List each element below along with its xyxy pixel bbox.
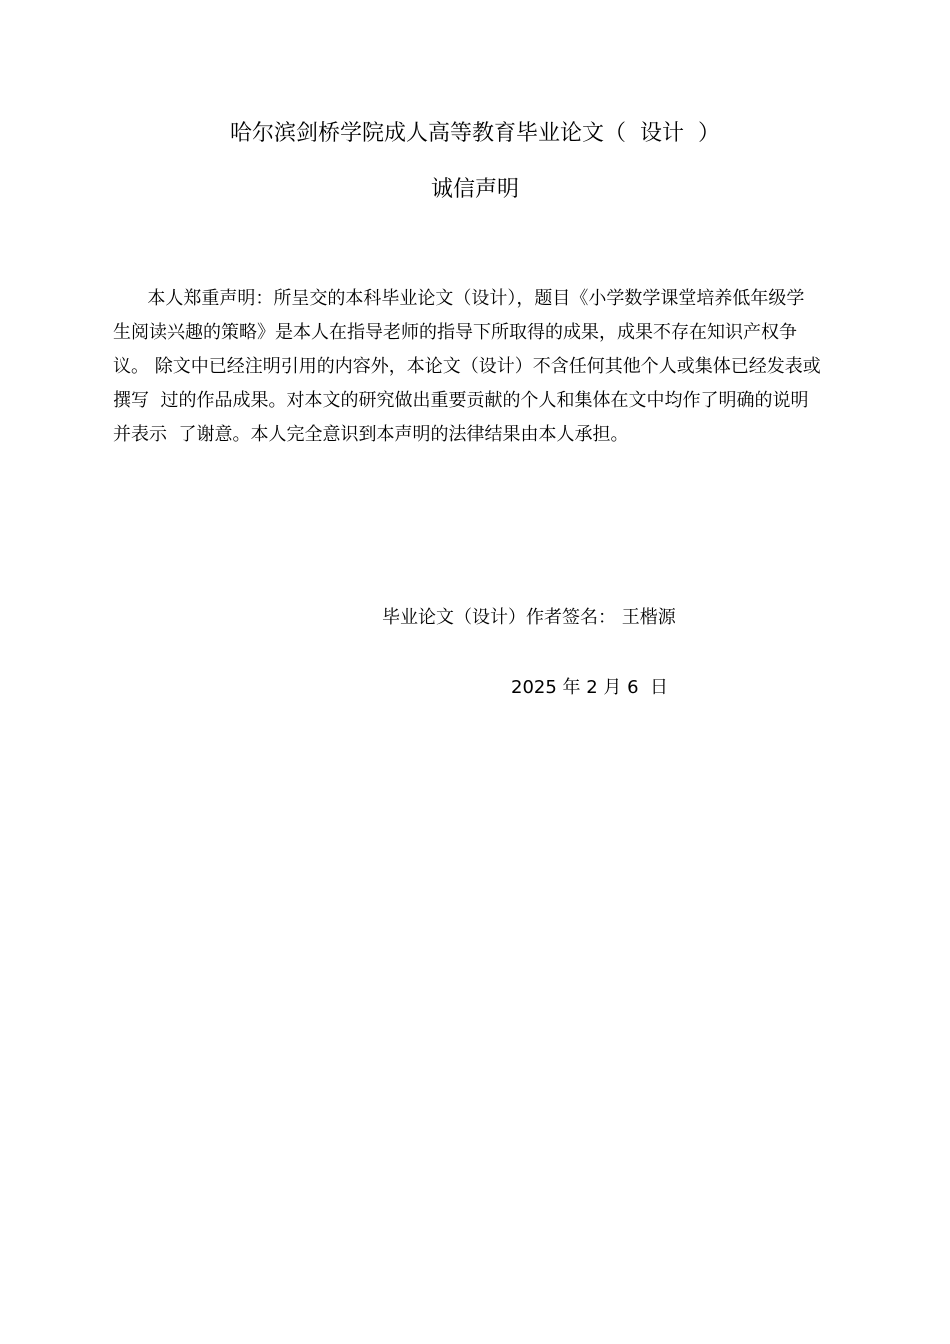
- document-subtitle: 诚信声明: [430, 177, 519, 202]
- declaration-line: 议。 除文中已经注明引用的内容外，本论文（设计）不含任何其他个人或集体已经发表或: [113, 356, 821, 377]
- declaration-line: 生阅读兴趣的策略》是本人在指导老师的指导下所取得的成果，成果不存在知识产权争: [113, 322, 797, 343]
- declaration-paragraph: [113, 282, 869, 452]
- author-signature-line: 毕业论文（设计）作者签名： 王楷源: [382, 607, 676, 628]
- declaration-line: 并表示 了谢意。本人完全意识到本声明的法律结果由本人承担。: [113, 424, 629, 445]
- declaration-line: 撰写 过的作品成果。对本文的研究做出重要贡献的个人和集体在文中均作了明确的说明: [113, 390, 809, 411]
- document-title: 哈尔滨剑桥学院成人高等教育毕业论文（ 设计 ）: [230, 121, 720, 146]
- signature-date: 2025 年 2 月 6 日: [511, 677, 669, 698]
- declaration-line: 本人郑重声明：所呈交的本科毕业论文（设计），题目《小学数学课堂培养低年级学: [113, 288, 805, 309]
